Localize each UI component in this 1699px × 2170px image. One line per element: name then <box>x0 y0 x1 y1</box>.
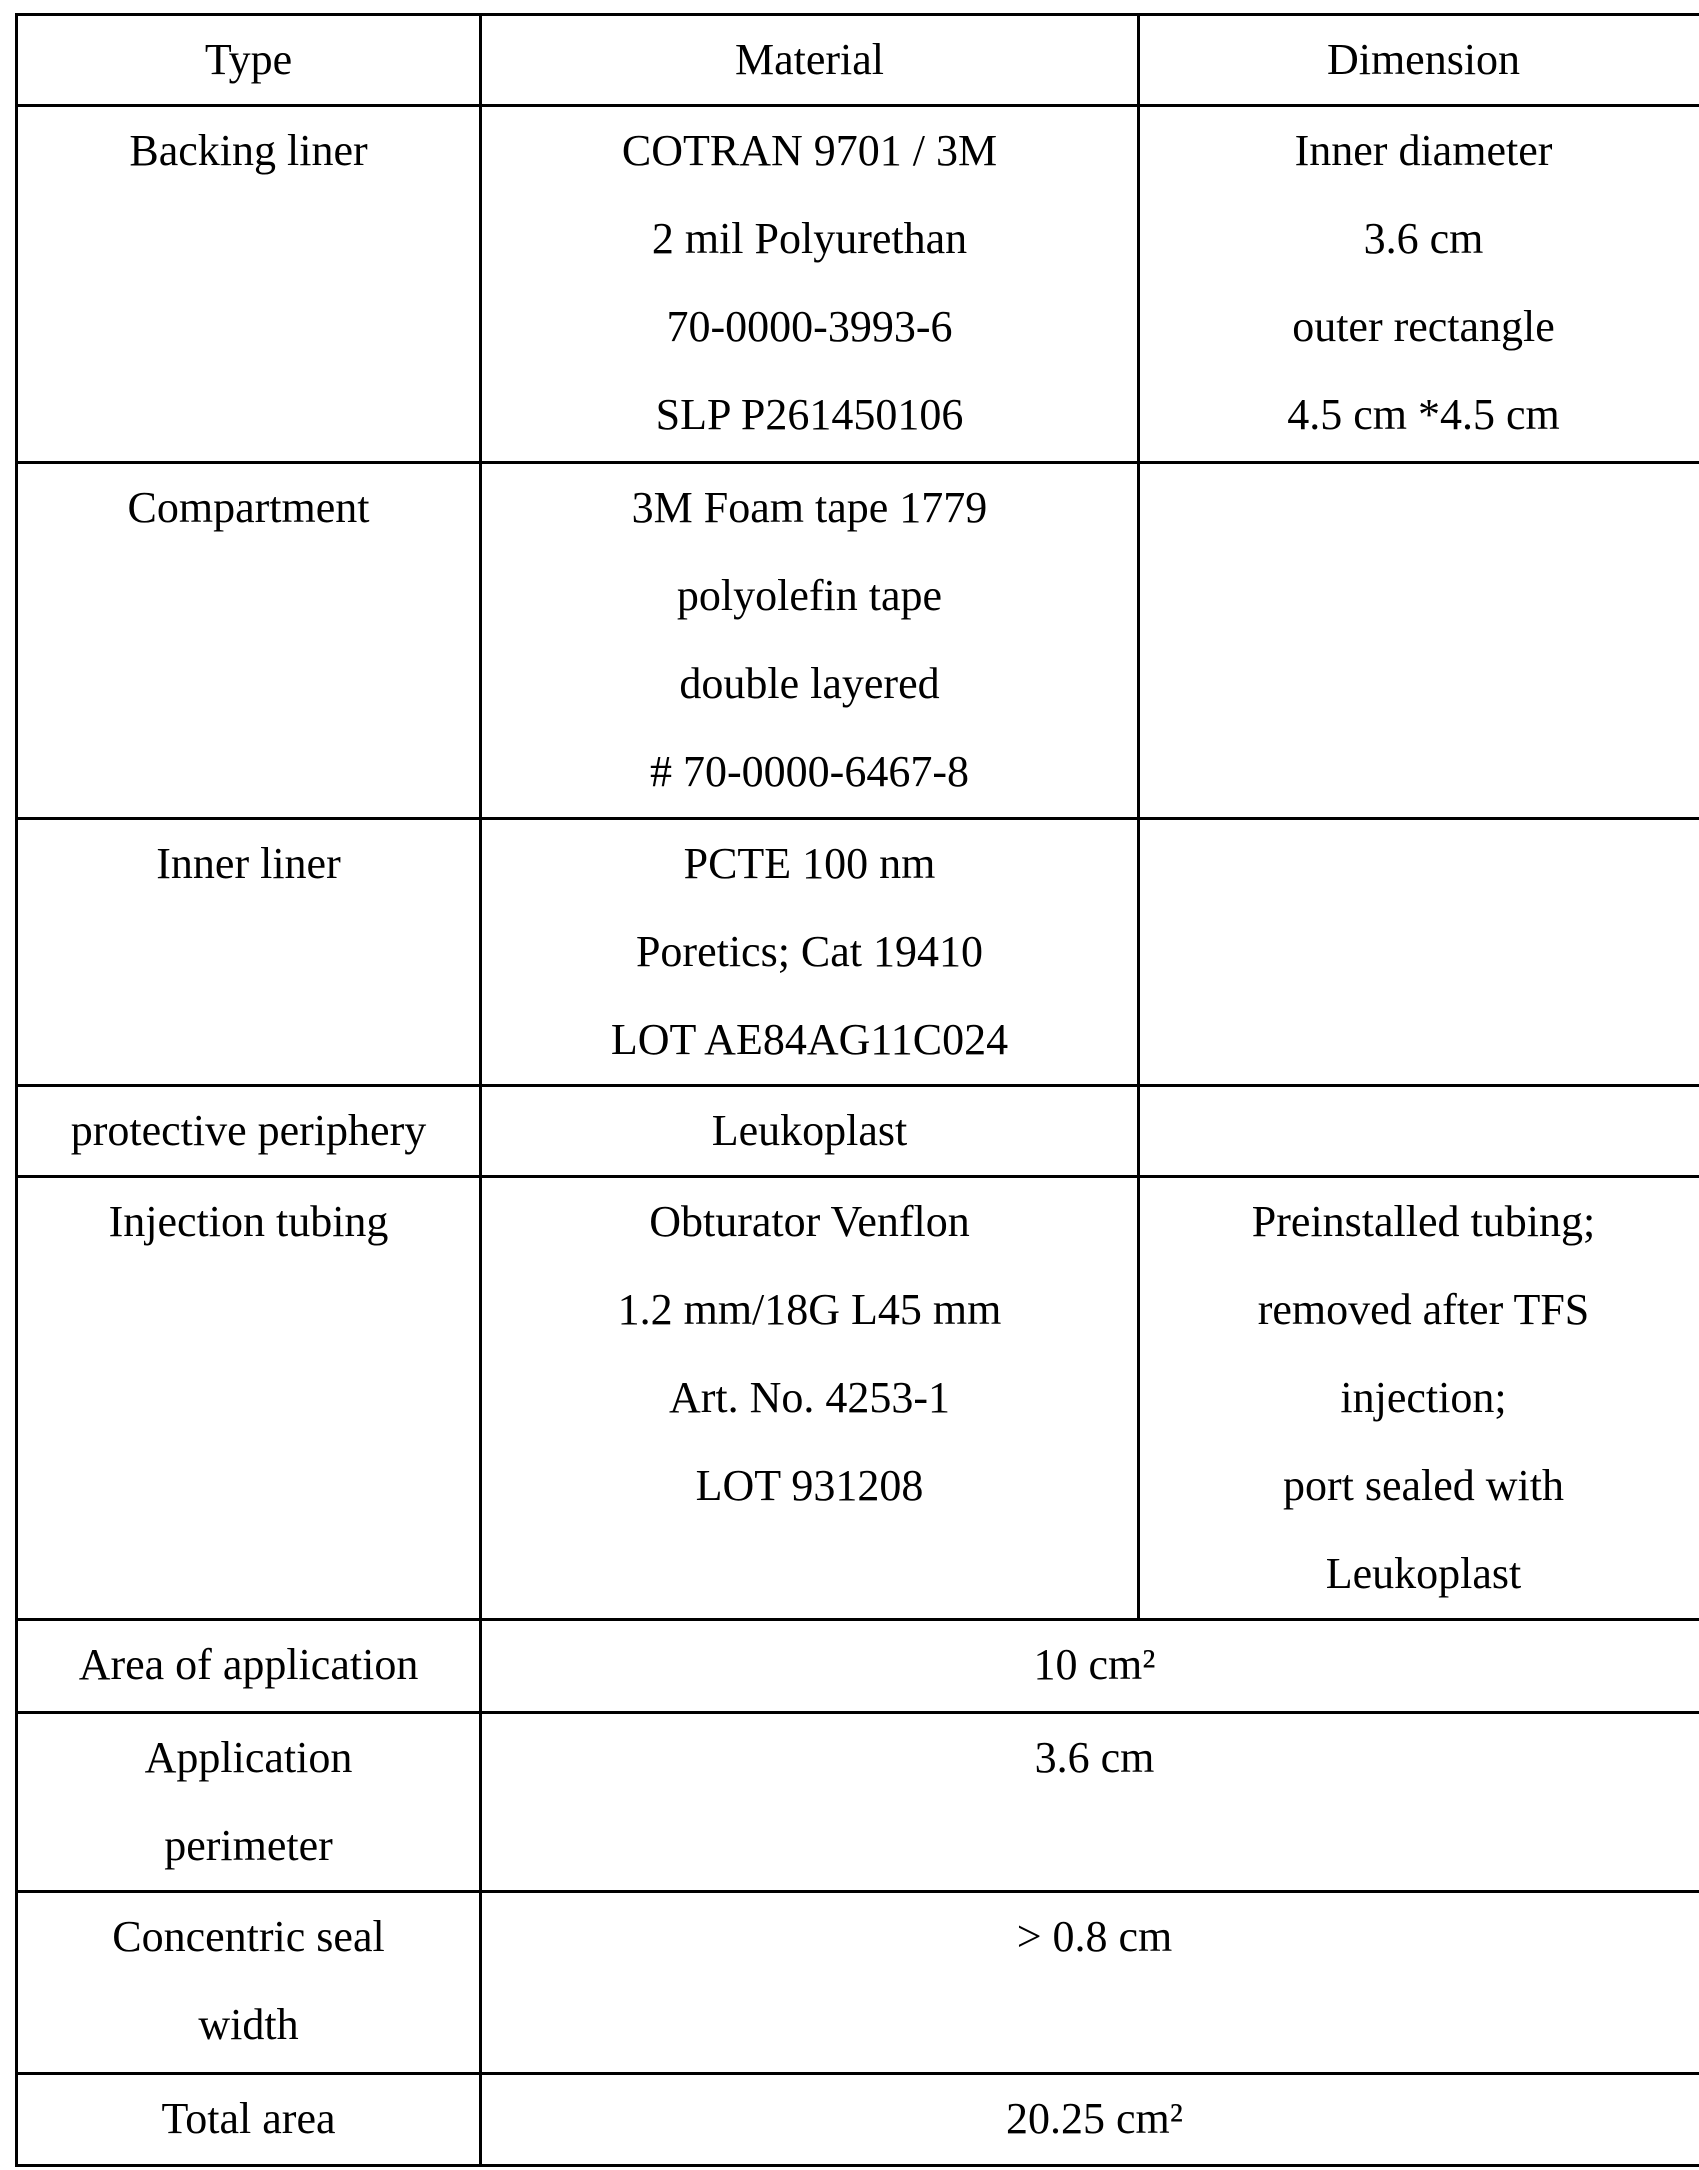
table-row <box>17 2074 1699 2166</box>
table-body <box>17 106 1699 2166</box>
cell-material <box>481 106 1139 463</box>
cell-material <box>481 819 1139 1086</box>
table-row <box>17 1086 1699 1177</box>
cell-type-line: Backing liner <box>129 126 368 175</box>
cell-type <box>17 463 481 819</box>
cell-value-line: 20.25 cm² <box>1006 2094 1183 2143</box>
cell-type-line: Application <box>144 1733 353 1782</box>
cell-material-line: SLP P261450106 <box>655 390 964 439</box>
cell-material-line: polyolefin tape <box>676 571 943 620</box>
cell-material-line: 3M Foam tape 1779 <box>631 483 988 532</box>
cell-dimension-line: injection; <box>1340 1373 1507 1422</box>
cell-material-line: double layered <box>679 659 940 708</box>
header-type: Type <box>17 15 481 106</box>
cell-type <box>17 2074 481 2166</box>
cell-type-line: width <box>198 2000 299 2049</box>
table-row <box>17 106 1699 463</box>
cell-type <box>17 1713 481 1892</box>
cell-material <box>481 1086 1139 1177</box>
cell-type <box>17 1086 481 1177</box>
cell-material-line: Leukoplast <box>711 1106 908 1155</box>
cell-dimension-line: outer rectangle <box>1292 302 1555 351</box>
cell-material <box>481 463 1139 819</box>
cell-material-line: # 70-0000-6467-8 <box>650 747 969 796</box>
header-dimension: Dimension <box>1139 15 1699 106</box>
cell-value <box>481 1620 1699 1713</box>
cell-value <box>481 1713 1699 1892</box>
cell-dimension-line: Inner diameter <box>1294 126 1553 175</box>
cell-type <box>17 106 481 463</box>
cell-dimension-line: removed after TFS <box>1257 1285 1590 1334</box>
cell-type-line: Injection tubing <box>108 1197 389 1246</box>
cell-material-line: 1.2 mm/18G L45 mm <box>617 1285 1002 1334</box>
cell-dimension <box>1139 1177 1699 1620</box>
table-row <box>17 1713 1699 1892</box>
header-material: Material <box>481 15 1139 106</box>
table-row <box>17 1177 1699 1620</box>
cell-type <box>17 1892 481 2074</box>
cell-material-line: 2 mil Polyurethan <box>651 214 968 263</box>
cell-dimension <box>1139 463 1699 819</box>
cell-material-line: Obturator Venflon <box>649 1197 970 1246</box>
table-row <box>17 819 1699 1086</box>
cell-material <box>481 1177 1139 1620</box>
table-row <box>17 1620 1699 1713</box>
cell-dimension-line: Preinstalled tubing; <box>1251 1197 1596 1246</box>
table-row <box>17 463 1699 819</box>
cell-value <box>481 1892 1699 2074</box>
cell-dimension <box>1139 819 1699 1086</box>
cell-material-line: LOT AE84AG11C024 <box>610 1015 1009 1064</box>
cell-type <box>17 819 481 1086</box>
cell-type-line: Compartment <box>127 483 370 532</box>
cell-value-line: 10 cm² <box>1033 1640 1156 1689</box>
cell-type-line: Concentric seal <box>112 1912 385 1961</box>
cell-type <box>17 1177 481 1620</box>
cell-dimension-line: Leukoplast <box>1325 1549 1522 1598</box>
cell-type-line: Area of application <box>78 1640 419 1689</box>
cell-type-line: perimeter <box>164 1821 333 1870</box>
cell-dimension-line: 4.5 cm *4.5 cm <box>1287 390 1560 439</box>
cell-value-line: > 0.8 cm <box>1016 1912 1173 1961</box>
cell-type-line: Total area <box>161 2094 336 2143</box>
table-row <box>17 1892 1699 2074</box>
cell-dimension <box>1139 1086 1699 1177</box>
cell-type <box>17 1620 481 1713</box>
specification-table <box>15 13 1699 2167</box>
cell-value <box>481 2074 1699 2166</box>
cell-material-line: 70-0000-3993-6 <box>666 302 953 351</box>
cell-dimension <box>1139 106 1699 463</box>
cell-dimension-line: port sealed with <box>1282 1461 1565 1510</box>
cell-type-line: Inner liner <box>156 839 341 888</box>
cell-dimension-line: 3.6 cm <box>1363 214 1484 263</box>
cell-material-line: COTRAN 9701 / 3M <box>621 126 998 175</box>
header-row <box>17 15 1699 106</box>
cell-type-line: protective periphery <box>70 1106 427 1155</box>
cell-material-line: PCTE 100 nm <box>683 839 936 888</box>
cell-material-line: LOT 931208 <box>695 1461 924 1510</box>
cell-material-line: Art. No. 4253-1 <box>668 1373 951 1422</box>
cell-material-line: Poretics; Cat 19410 <box>635 927 984 976</box>
cell-value-line: 3.6 cm <box>1034 1733 1155 1782</box>
